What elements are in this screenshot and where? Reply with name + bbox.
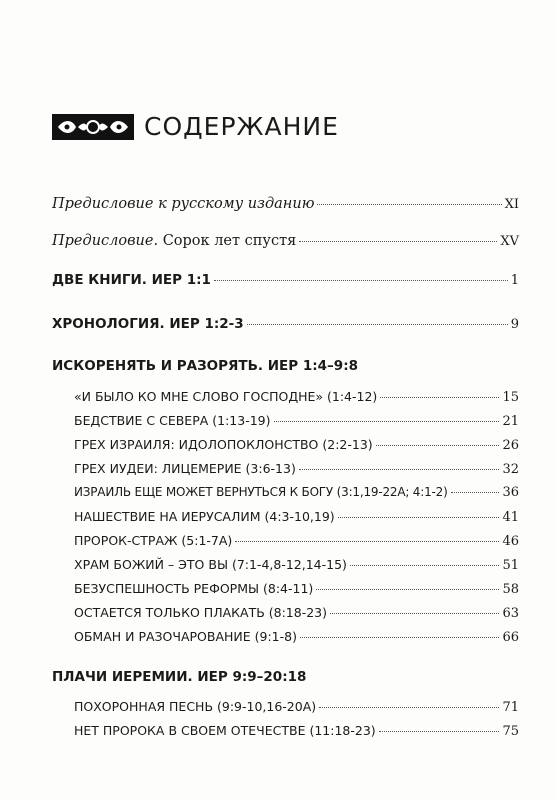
- page-number: 36: [502, 485, 519, 500]
- decorative-ornament-icon: [52, 114, 134, 140]
- entry-title: ГРЕХ ИУДЕИ: ЛИЦЕМЕРИЕ (3:6-13): [74, 461, 296, 476]
- toc-entry[interactable]: [74, 581, 519, 597]
- toc-entry[interactable]: [74, 533, 519, 549]
- page-number: 26: [502, 438, 519, 453]
- entry-title-italic: Предисловие.: [52, 233, 159, 249]
- section-heading[interactable]: ПЛАЧИ ИЕРЕМИИ. ИЕР 9:9–20:18: [52, 669, 307, 685]
- dot-leader: [379, 731, 500, 732]
- toc-entry[interactable]: [74, 723, 519, 739]
- entry-title: ПОХОРОННАЯ ПЕСНЬ (9:9-10,16-20A): [74, 699, 317, 714]
- toc-entry[interactable]: [74, 509, 519, 525]
- entry-title: ИЗРАИЛЬ ЕЩЕ МОЖЕТ ВЕРНУТЬСЯ К БОГУ (3:1,19-22A; 4:1-2): [74, 485, 448, 499]
- dot-leader: [299, 469, 500, 470]
- page-number: 1: [510, 273, 519, 288]
- dot-leader: [338, 517, 500, 518]
- dot-leader: [247, 324, 508, 325]
- entry-title: БЕЗУСПЕШНОСТЬ РЕФОРМЫ (8:4-11): [74, 581, 314, 596]
- entry-title: БЕДСТВИЕ С СЕВЕРА (1:13-19): [74, 413, 271, 428]
- toc-entry[interactable]: [74, 699, 519, 715]
- page-number: 66: [502, 630, 519, 645]
- page-number: 32: [502, 462, 519, 477]
- dot-leader: [380, 397, 499, 398]
- dot-leader: [274, 421, 500, 422]
- page-number: 71: [502, 700, 519, 715]
- page-number: 15: [502, 390, 519, 405]
- toc-heading: [52, 112, 339, 141]
- entry-title: ГРЕХ ИЗРАИЛЯ: ИДОЛОПОКЛОНСТВО (2:2-13): [74, 437, 373, 452]
- dot-leader: [299, 241, 497, 242]
- dot-leader: [300, 637, 499, 638]
- dot-leader: [317, 204, 501, 205]
- page-number: 9: [510, 317, 519, 332]
- toc-entry[interactable]: [52, 196, 519, 212]
- dot-leader: [316, 589, 499, 590]
- page-number: 41: [502, 510, 519, 525]
- section-heading[interactable]: ИСКОРЕНЯТЬ И РАЗОРЯТЬ. ИЕР 1:4–9:8: [52, 358, 358, 374]
- dot-leader: [376, 445, 500, 446]
- dot-leader: [350, 565, 500, 566]
- entry-title-plain: Сорок лет спустя: [158, 233, 297, 249]
- page-number: 51: [502, 558, 519, 573]
- entry-title: ПРОРОК-СТРАЖ (5:1-7A): [74, 533, 233, 548]
- toc-section[interactable]: [52, 316, 519, 332]
- page-title: СОДЕРЖАНИЕ: [144, 112, 339, 141]
- entry-title: ОСТАЕТСЯ ТОЛЬКО ПЛАКАТЬ (8:18-23): [74, 605, 328, 620]
- dot-leader: [235, 541, 499, 542]
- toc-entry[interactable]: [74, 557, 519, 573]
- page-number: 58: [502, 582, 519, 597]
- toc-entry[interactable]: [74, 485, 519, 500]
- entry-title: НЕТ ПРОРОКА В СВОЕМ ОТЕЧЕСТВЕ (11:18-23): [74, 723, 376, 738]
- page-number: 46: [502, 534, 519, 549]
- page-number: 21: [502, 414, 519, 429]
- entry-title: ХРАМ БОЖИЙ – ЭТО ВЫ (7:1-4,8-12,14-15): [74, 557, 347, 572]
- dot-leader: [319, 707, 499, 708]
- dot-leader: [451, 492, 500, 493]
- toc-entry[interactable]: [74, 605, 519, 621]
- page-number: 63: [502, 606, 519, 621]
- entry-title: НАШЕСТВИЕ НА ИЕРУСАЛИМ (4:3-10,19): [74, 509, 335, 524]
- entry-title: «И БЫЛО КО МНЕ СЛОВО ГОСПОДНЕ» (1:4-12): [74, 389, 378, 404]
- toc-entry[interactable]: [74, 461, 519, 477]
- toc-entry[interactable]: [74, 413, 519, 429]
- page-number: 75: [502, 724, 519, 739]
- section-title: ДВЕ КНИГИ. ИЕР 1:1: [52, 272, 211, 288]
- dot-leader: [214, 280, 508, 281]
- toc-entry[interactable]: [74, 437, 519, 453]
- toc-section[interactable]: [52, 272, 519, 288]
- section-title: ХРОНОЛОГИЯ. ИЕР 1:2-3: [52, 316, 244, 332]
- toc-entry[interactable]: [52, 233, 519, 249]
- toc-entry[interactable]: [74, 629, 519, 645]
- entry-title: [52, 233, 296, 249]
- toc-entry[interactable]: [74, 389, 519, 405]
- entry-title: Предисловие к русскому изданию: [52, 196, 315, 212]
- entry-title: ОБМАН И РАЗОЧАРОВАНИЕ (9:1-8): [74, 629, 297, 644]
- page-number: XI: [504, 197, 519, 212]
- dot-leader: [330, 613, 499, 614]
- page-number: XV: [500, 234, 519, 249]
